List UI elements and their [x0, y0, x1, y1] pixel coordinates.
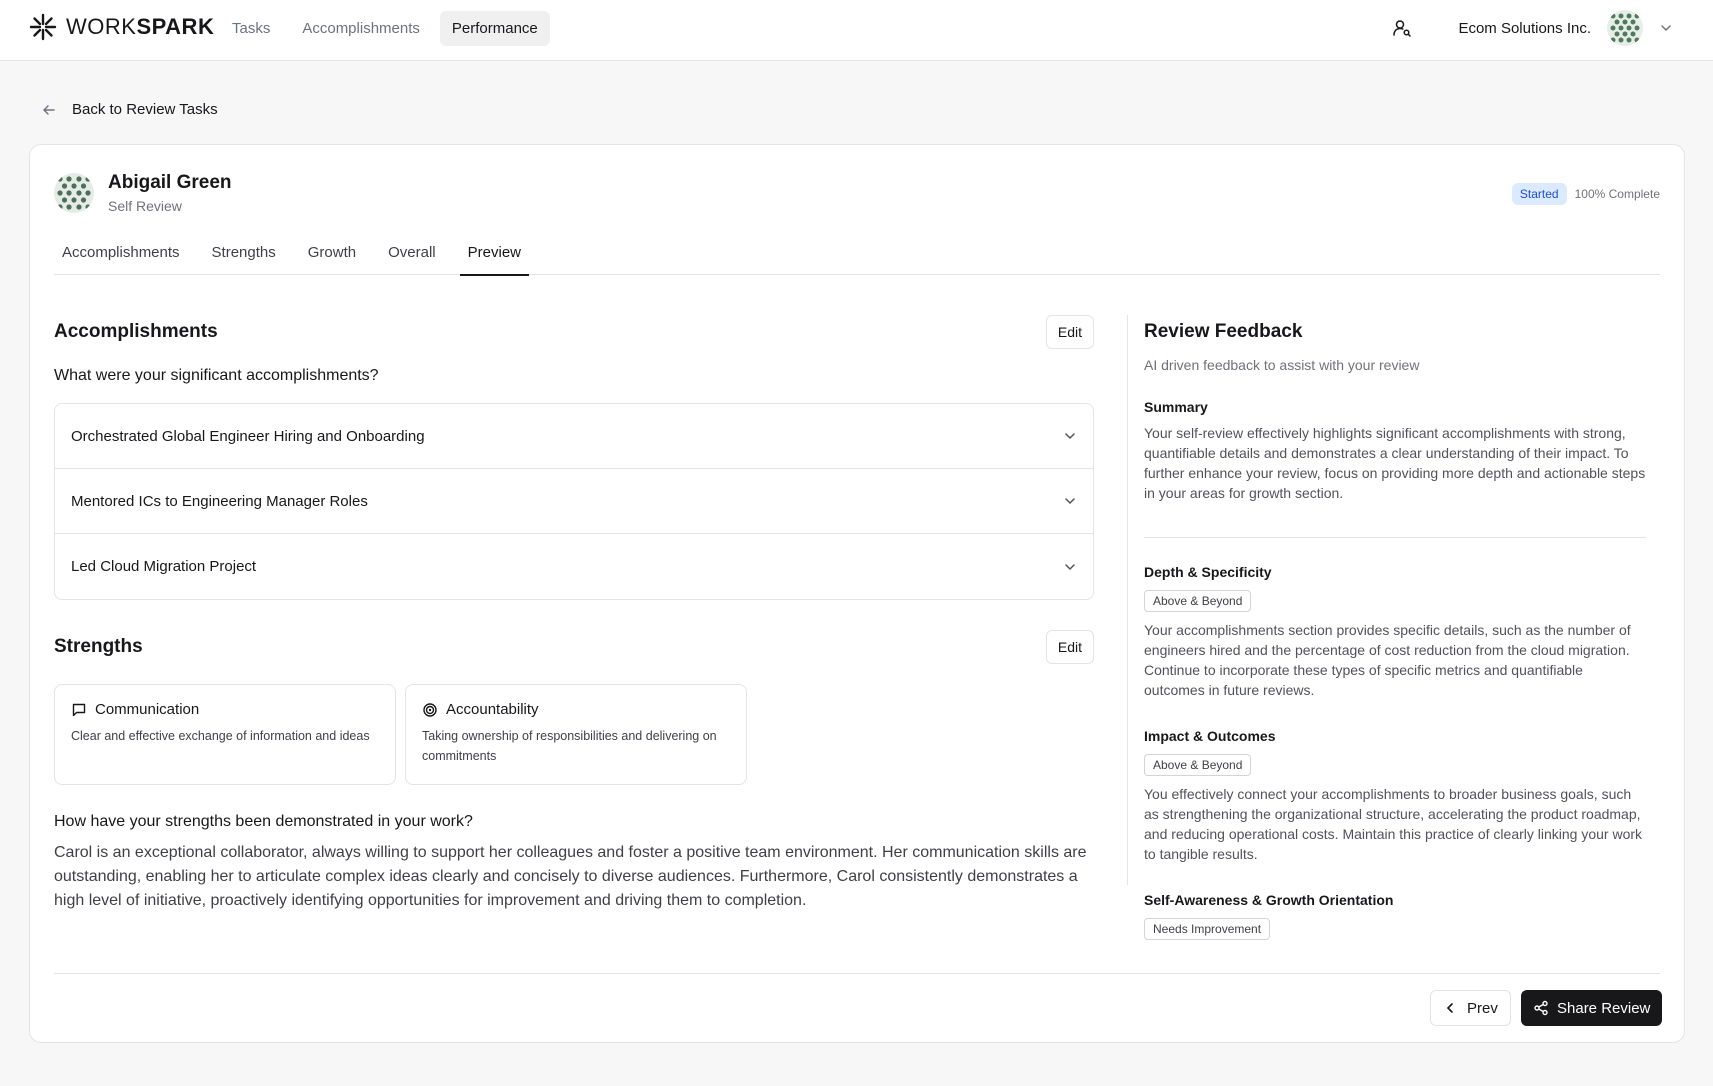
profile-text [108, 172, 232, 214]
criterion-label: Impact & Outcomes [1144, 728, 1276, 744]
review-tabs [54, 241, 1660, 275]
share-review-button[interactable] [1521, 990, 1662, 1026]
criterion-text: You effectively connect your accomplishments to broader business goals, such as strengthening the organizational structure, accelerating the product roadmap, and reducing operational costs. Maintain this practice of clearly linking your work to tangible results. [1144, 786, 1643, 862]
column-divider [1127, 315, 1128, 885]
criterion-depth-specificity [1144, 564, 1646, 700]
completion-text: 100% Complete [1574, 187, 1660, 201]
criterion-rating-badge: Above & Beyond [1144, 590, 1251, 612]
brand-logo[interactable] [28, 12, 214, 42]
accordion-item-label: Orchestrated Global Engineer Hiring and Onboarding [71, 427, 425, 445]
tab-preview[interactable]: Preview [460, 241, 529, 275]
chevron-left-icon [1443, 1001, 1457, 1015]
criterion-rating-badge: Above & Beyond [1144, 754, 1251, 776]
edit-strengths-button[interactable]: Edit [1046, 630, 1094, 664]
footer-divider [54, 973, 1660, 974]
tab-overall[interactable]: Overall [388, 244, 436, 261]
chevron-down-icon[interactable] [1659, 21, 1673, 35]
preview-content [54, 315, 1094, 913]
account-area [1392, 10, 1673, 46]
criterion-label: Depth & Specificity [1144, 564, 1272, 580]
strength-card-title-text: Accountability [446, 701, 539, 718]
strengths-question: How have your strengths been demonstrated in your work? [54, 813, 473, 830]
message-square-icon [71, 702, 87, 718]
feedback-subtitle: AI driven feedback to assist with your review [1144, 357, 1420, 373]
share-review-label: Share Review [1557, 999, 1651, 1017]
strength-card-title [422, 701, 730, 718]
strength-card-accountability [405, 684, 747, 785]
feedback-summary [1144, 399, 1646, 503]
prev-button[interactable] [1430, 990, 1511, 1026]
strengths-answer: Carol is an exceptional collaborator, always willing to support her colleagues and foster a positive team environment. Her communication skills are outstanding, enabling her to articulate complex ideas clearly and concisely to diverse audiences. Furthermore, Carol consistently demonstrates a high level of initiative, proactively identifying opportunities for improvement and driving them to completion. [54, 844, 1087, 909]
profile-name: Abigail Green [108, 172, 232, 193]
accordion-item-label: Mentored ICs to Engineering Manager Roles [71, 492, 368, 510]
strength-card-title-text: Communication [95, 701, 200, 718]
chevron-down-icon [1063, 429, 1077, 443]
criterion-impact-outcomes [1144, 728, 1646, 864]
top-navigation-bar [0, 0, 1713, 61]
brand-name [66, 14, 214, 40]
review-status [1512, 183, 1660, 205]
accordion-item[interactable] [55, 534, 1093, 599]
nav-performance[interactable]: Performance [440, 11, 550, 46]
summary-text: Your self-review effectively highlights significant accomplishments with strong, quantifiable details and demonstrates a clear understanding of their impact. To further enhance your review, focus on providing more depth and actionable steps in your areas for growth section. [1144, 425, 1646, 501]
strengths-header [54, 630, 1094, 664]
strength-card-title [71, 701, 379, 718]
feedback-divider [1144, 537, 1646, 538]
chevron-down-icon [1063, 560, 1077, 574]
target-icon [422, 702, 438, 718]
avatar [54, 173, 94, 213]
back-to-review-tasks-link[interactable] [42, 101, 218, 118]
review-card [29, 144, 1685, 1043]
org-avatar[interactable] [1607, 10, 1643, 46]
brand-name-bold: SPARK [136, 14, 215, 39]
reviewee-profile [54, 172, 232, 214]
accordion-item[interactable] [55, 404, 1093, 469]
main-nav [220, 11, 550, 46]
arrow-left-icon [42, 103, 56, 117]
share-icon [1533, 1000, 1549, 1016]
user-search-icon[interactable] [1392, 18, 1412, 38]
tab-accomplishments[interactable]: Accomplishments [62, 244, 180, 261]
strength-card-description: Clear and effective exchange of information and ideas [71, 729, 370, 743]
status-badge: Started [1512, 183, 1567, 205]
chevron-down-icon [1063, 494, 1077, 508]
strength-card-communication [54, 684, 396, 785]
accomplishments-header [54, 315, 1094, 349]
prev-button-label: Prev [1467, 999, 1498, 1017]
accomplishments-accordion [54, 403, 1094, 600]
feedback-title: Review Feedback [1144, 321, 1303, 342]
accordion-item-label: Led Cloud Migration Project [71, 558, 257, 575]
criterion-rating-badge: Needs Improvement [1144, 918, 1270, 940]
criterion-text: Your accomplishments section provides specific details, such as the number of engineers hired and the percentage of cost reduction from the cloud migration. Continue to incorporate these types of specific metrics and quantifiable outcomes in future reviews. [1144, 622, 1631, 698]
review-feedback-panel[interactable] [1144, 321, 1646, 941]
criterion-label: Self-Awareness & Growth Orientation [1144, 892, 1394, 908]
tab-strengths[interactable]: Strengths [211, 244, 276, 261]
org-name[interactable]: Ecom Solutions Inc. [1458, 19, 1591, 37]
profile-subtitle: Self Review [108, 198, 182, 214]
edit-accomplishments-button[interactable]: Edit [1046, 315, 1094, 349]
criterion-self-awareness [1144, 892, 1646, 940]
nav-tasks[interactable]: Tasks [232, 20, 271, 37]
tab-growth[interactable]: Growth [307, 244, 357, 261]
back-link-label: Back to Review Tasks [72, 101, 218, 118]
accomplishments-question: What were your significant accomplishments? [54, 367, 379, 384]
summary-label: Summary [1144, 399, 1208, 415]
strength-cards [54, 684, 1094, 785]
brand-name-thin: WORK [66, 14, 137, 39]
accomplishments-title: Accomplishments [54, 321, 218, 342]
spark-icon [28, 12, 58, 42]
nav-accomplishments[interactable]: Accomplishments [302, 20, 420, 37]
strength-card-description: Taking ownership of responsibilities and delivering on commitments [422, 729, 717, 763]
accordion-item[interactable] [55, 469, 1093, 534]
strengths-title: Strengths [54, 636, 143, 657]
